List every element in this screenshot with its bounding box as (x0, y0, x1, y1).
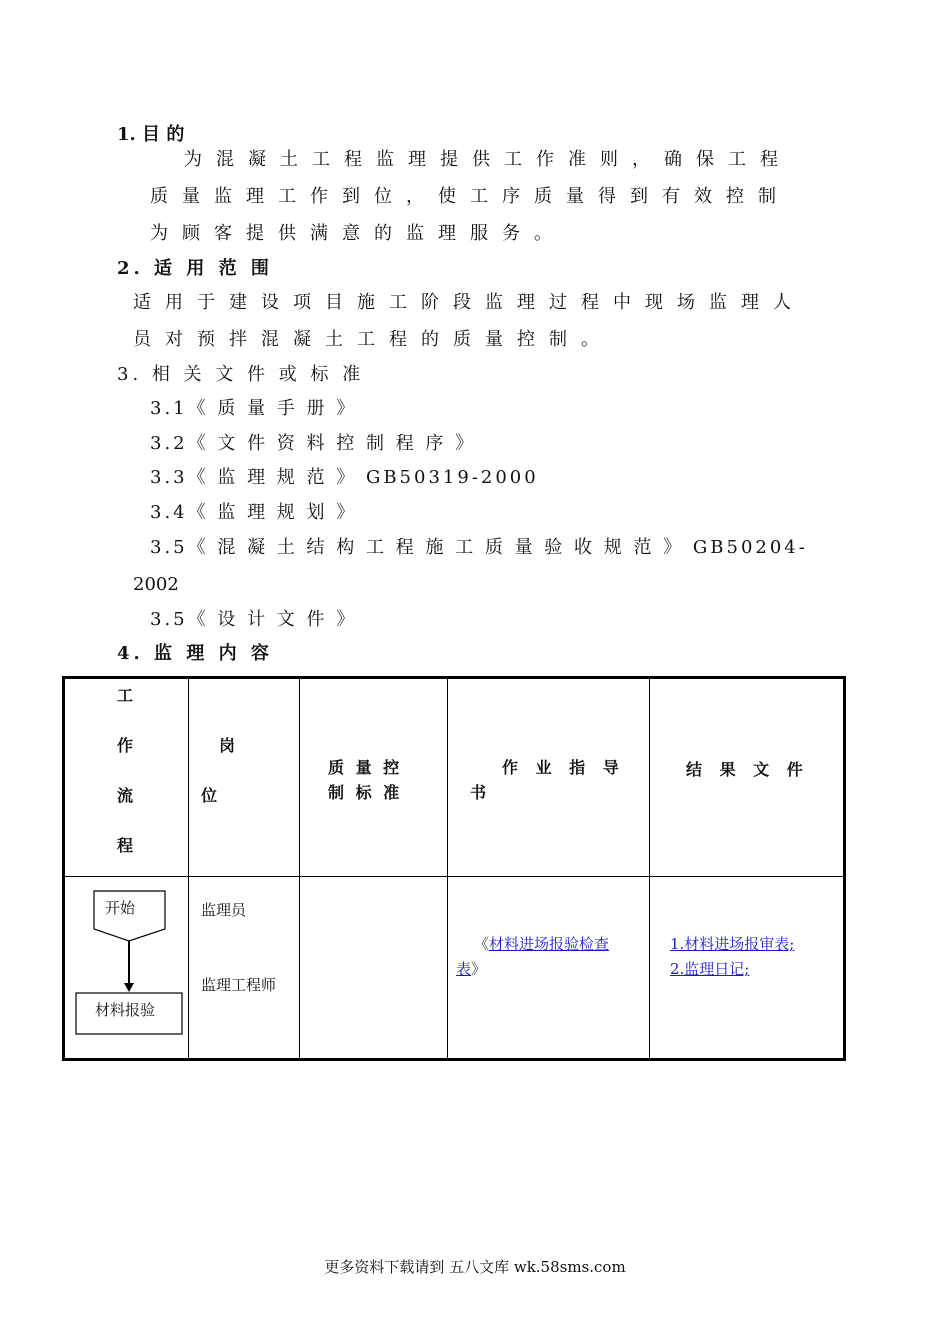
header-flow-char: 程 (117, 836, 134, 855)
header-guide-line-2: 书 (470, 783, 487, 802)
section-2-line-2: 员对预拌混凝土工程的质量控制。 (133, 329, 613, 350)
result-cell (650, 877, 845, 1060)
guide-close-bracket: 》 (471, 960, 487, 978)
section-1-line-2: 质量监理工作到位，使工序质量得到有效控制 (150, 186, 790, 207)
reference-item-continuation: 2002 (133, 574, 179, 595)
header-result-documents (650, 678, 845, 877)
flow-cell (64, 877, 189, 1060)
guide-link-continuation[interactable]: 表 (456, 960, 472, 978)
reference-item: 3.5《 设 计 文 件 》 (150, 609, 358, 630)
table-row (64, 877, 845, 1060)
header-quality-line-2: 制 标 准 (328, 783, 403, 802)
header-guide-line-1: 作 业 指 导 (502, 758, 625, 777)
header-flow-char: 作 (117, 736, 134, 755)
section-1-heading: 1. 目 的 (117, 124, 185, 145)
guide-link[interactable]: 材料进场报验检查 (489, 935, 610, 953)
reference-item: 3.2《 文 件 资 料 控 制 程 序 》 (150, 433, 477, 454)
quality-standard-cell (300, 877, 448, 1060)
post-supervising-engineer: 监理工程师 (201, 976, 277, 994)
post-supervisor: 监理员 (201, 901, 247, 919)
section-4-heading: 4. 监 理 内 容 (117, 643, 273, 664)
reference-item: 3.4《 监 理 规 划 》 (150, 502, 358, 523)
section-2-line-1: 适用于建设项目施工阶段监理过程中现场监理人 (133, 292, 805, 313)
header-flow (64, 678, 189, 877)
result-item (670, 958, 749, 979)
flow-arrow-head (124, 983, 134, 992)
header-flow-char: 工 (117, 686, 134, 705)
flow-step-label: 材料报验 (95, 1001, 156, 1019)
result-item (670, 933, 794, 954)
result-link-supervision-diary[interactable]: 2.监理日记; (670, 960, 750, 978)
reference-item: 3.1《 质 量 手 册 》 (150, 398, 358, 419)
header-post (189, 678, 300, 877)
supervision-table (62, 676, 846, 1061)
reference-item: 3.5《 混 凝 土 结 构 工 程 施 工 质 量 验 收 规 范 》 GB50204- (150, 537, 808, 558)
result-link-material-report[interactable]: 1.材料进场报审表; (670, 935, 795, 953)
table-header-row (64, 678, 845, 877)
header-quality-standard (300, 678, 448, 877)
flow-start-label: 开始 (105, 899, 136, 917)
footer-note: 更多资料下载请到 五八文库 wk.58sms.com (324, 1258, 626, 1276)
reference-item: 3.3《 监 理 规 范 》 GB50319-2000 (150, 467, 539, 488)
work-guide-cell (448, 877, 650, 1060)
header-post-char: 位 (201, 786, 218, 805)
post-cell (189, 877, 300, 1060)
guide-text-line-2 (456, 958, 486, 979)
header-work-guide (448, 678, 650, 877)
header-flow-char: 流 (117, 786, 134, 805)
section-1-line-3: 为顾客提供满意的监理服务。 (150, 223, 566, 244)
section-2-heading: 2. 适 用 范 围 (117, 258, 273, 279)
guide-text-line-1 (474, 933, 609, 954)
guide-open-bracket: 《 (474, 935, 490, 953)
header-post-char: 岗 (219, 736, 236, 755)
header-quality-line-1: 质 量 控 (328, 758, 403, 777)
section-1-line-1: 为混凝土工程监理提供工作准则，确保工程 (184, 149, 792, 170)
section-3-heading: 3. 相 关 文 件 或 标 准 (117, 364, 365, 385)
header-result: 结 果 文 件 (686, 760, 809, 779)
